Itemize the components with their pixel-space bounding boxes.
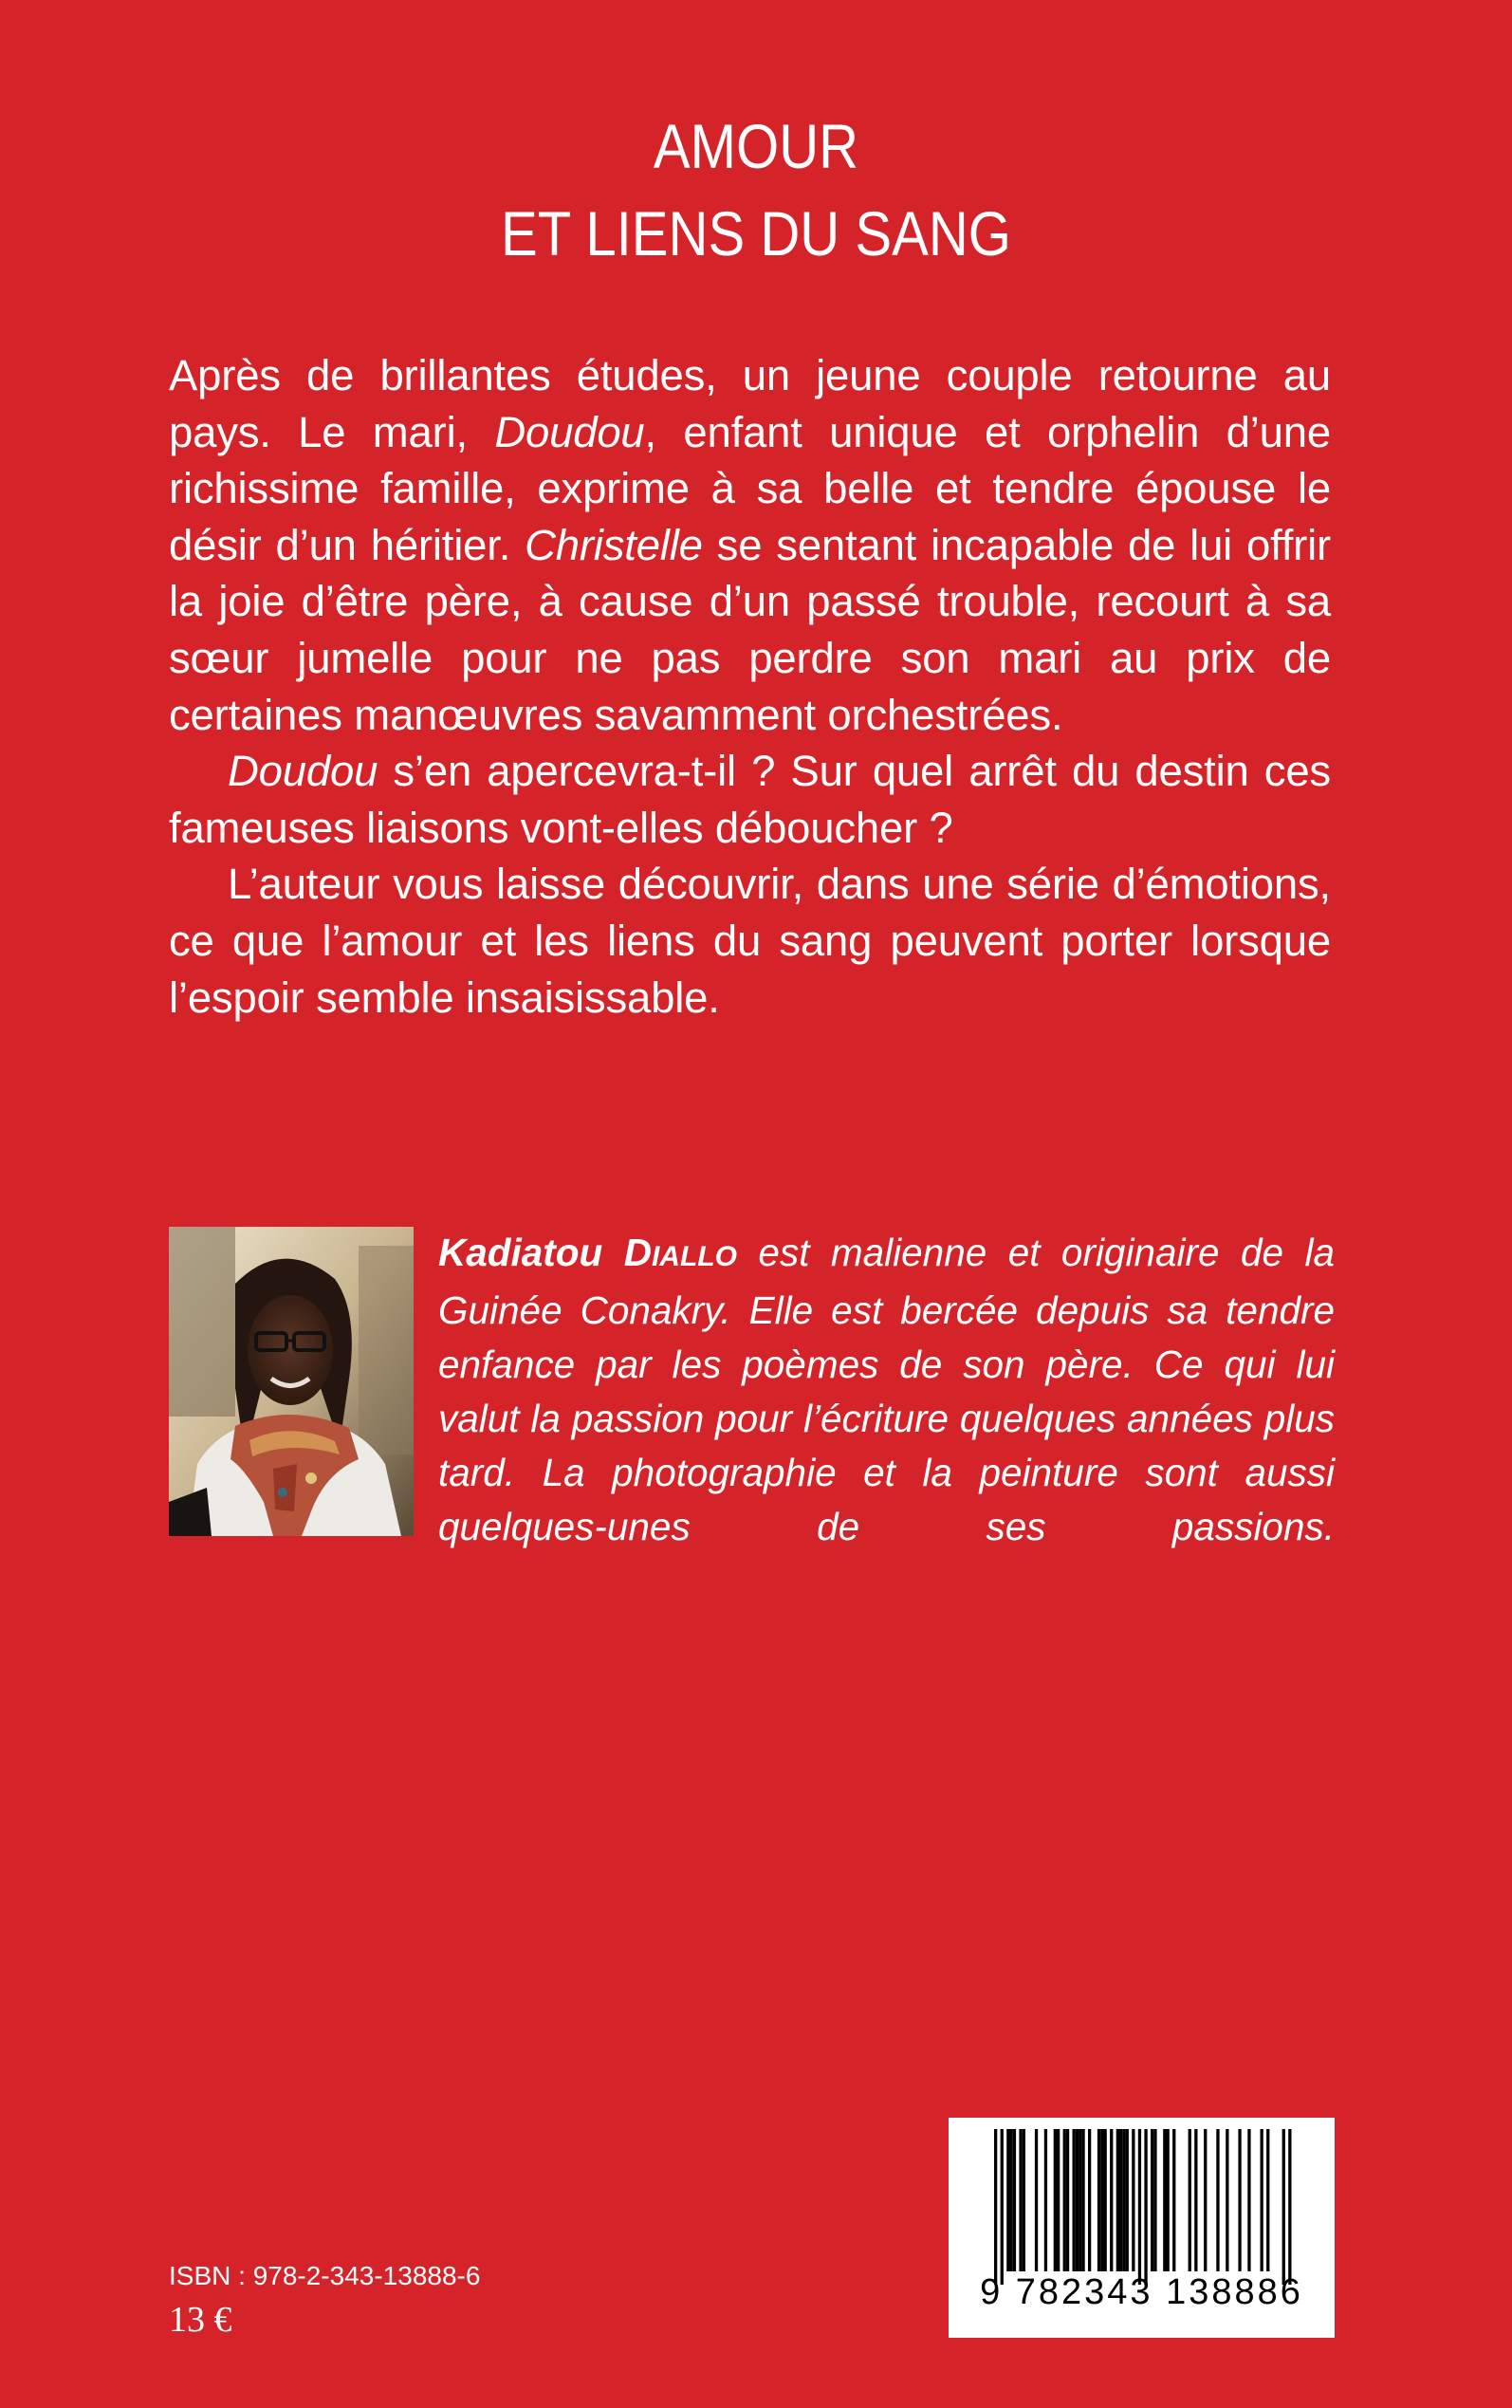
price: 13 € xyxy=(169,2300,232,2340)
book-title xyxy=(91,102,1422,277)
barcode-bar xyxy=(1104,2129,1107,2271)
character-name-doudou: Doudou xyxy=(228,747,378,796)
character-name-christelle: Christelle xyxy=(525,520,703,569)
barcode-bar xyxy=(1013,2129,1016,2271)
barcode-bar xyxy=(1054,2129,1057,2271)
barcode-bar xyxy=(1088,2129,1091,2271)
barcode-bar xyxy=(1110,2129,1113,2271)
summary-paragraph-1 xyxy=(169,347,1331,743)
barcode-bar xyxy=(1097,2129,1100,2271)
barcode-bar xyxy=(1081,2129,1084,2271)
barcode-bar xyxy=(1010,2129,1013,2271)
summary-text: se sentant incapable de lui offrir la joie d’être père, à cause d’un passé trouble, recourt à sa sœur jumelle pour ne pas perdre son mari au prix de certaines manœuvres savamment orchestrées. xyxy=(169,520,1331,739)
barcode-bar xyxy=(1261,2129,1263,2271)
barcode-bar xyxy=(1076,2129,1079,2271)
barcode-bar xyxy=(1035,2129,1038,2271)
barcode-bar xyxy=(1194,2129,1197,2271)
character-name-doudou: Doudou xyxy=(494,407,645,456)
author-surname-initial: D xyxy=(623,1231,652,1274)
barcode-bar xyxy=(1126,2129,1129,2271)
barcode-bar xyxy=(1247,2129,1250,2271)
summary-paragraph-3: L’auteur vous laisse découvrir, dans une série d’émotions, ce que l’amour et les liens du sang peuvent porter lorsque l’espoir semble insaisissable. xyxy=(169,860,1331,1022)
author-photo xyxy=(169,1227,414,1536)
author-bio-text: est malienne et originaire de la Guinée Conakry. Elle est bercée depuis sa tendre enfance par les poèmes de son père. Ce qui lui valut la passion pour l’écriture quelques années plus tard. La photographie et la peinture sont aussi quelques-unes de ses passions. xyxy=(438,1231,1335,1548)
summary-text: , enfant unique et orphelin d’une richissime famille, exprime à sa belle et tendre épouse le désir d’un héritier. xyxy=(169,407,1331,569)
barcode-bar xyxy=(1057,2129,1060,2271)
barcode-bar xyxy=(1119,2129,1122,2271)
book-title-line-1: AMOUR xyxy=(653,111,859,181)
barcode-bar xyxy=(1189,2129,1191,2271)
barcode-bar xyxy=(1063,2129,1066,2271)
barcode-bar xyxy=(1172,2129,1175,2271)
book-summary xyxy=(169,347,1331,1026)
barcode-bar xyxy=(1122,2129,1125,2271)
barcode-bar xyxy=(1238,2129,1241,2271)
barcode-bar xyxy=(1001,2129,1004,2285)
barcode-bar xyxy=(1019,2129,1022,2271)
summary-paragraph-2 xyxy=(169,743,1331,856)
isbn: ISBN : 978-2-343-13888-6 xyxy=(169,2261,481,2290)
barcode-bar xyxy=(1226,2129,1228,2271)
author-surname-rest: IALLO xyxy=(651,1241,737,1272)
barcode-bar xyxy=(1006,2129,1009,2271)
barcode-bar xyxy=(1144,2129,1147,2285)
barcode-bar xyxy=(1073,2129,1076,2271)
barcode-bar xyxy=(1288,2129,1291,2285)
barcode-bar xyxy=(1167,2129,1170,2271)
summary-text: s’en apercevra-t-il ? Sur quel arrêt du destin ces fameuses liaisons vont-elles déboucher ? xyxy=(169,747,1331,852)
barcode-bar xyxy=(1023,2129,1025,2271)
author-bio xyxy=(438,1226,1335,1554)
barcode-bar xyxy=(1100,2129,1103,2271)
book-title-line-2: ET LIENS DU SANG xyxy=(501,198,1011,269)
barcode-bar xyxy=(1204,2129,1207,2271)
barcode-bar xyxy=(1153,2129,1156,2271)
barcode-bar xyxy=(994,2129,997,2285)
barcode-bar xyxy=(1282,2129,1285,2285)
barcode-digits: 9 782343 138886 xyxy=(980,2272,1303,2312)
barcode-bar xyxy=(1044,2129,1047,2271)
barcode-bar xyxy=(1116,2129,1119,2271)
author-first-name: Kadiatou xyxy=(438,1231,603,1274)
barcode-bar xyxy=(1138,2129,1141,2285)
barcode-bar xyxy=(1079,2129,1081,2271)
summary-text: Après de brillantes études, un jeune couple retourne au pays. Le mari, xyxy=(169,351,1331,456)
barcode-bar xyxy=(1216,2129,1219,2271)
barcode-bar xyxy=(1066,2129,1069,2271)
barcode-bar xyxy=(1151,2129,1153,2271)
barcode-bar xyxy=(1266,2129,1269,2271)
barcode-bar xyxy=(1163,2129,1166,2271)
barcode-bar xyxy=(1132,2129,1134,2271)
barcode xyxy=(949,2118,1335,2338)
